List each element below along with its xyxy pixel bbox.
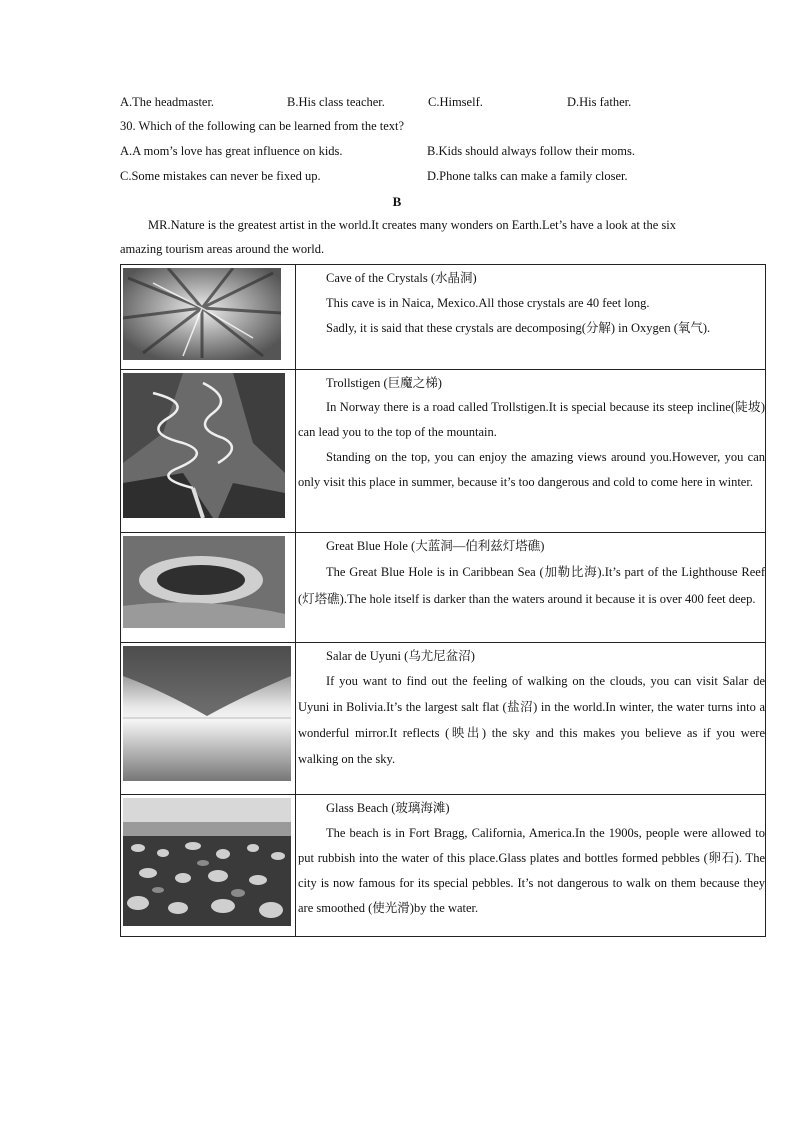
place-title: Glass Beach (玻璃海滩) xyxy=(326,801,450,815)
place-paragraph: Standing on the top, you can enjoy the amazing views around you.However, you can only visit this place in summer, because it’s too dangerous and cold to come here in winter. xyxy=(298,450,765,489)
place-paragraph: This cave is in Naica, Mexico.All those crystals are 40 feet long. xyxy=(326,296,650,310)
place-paragraph: If you want to find out the feeling of walking on the clouds, you can visit Salar de Uyuni in Bolivia.It’s the largest salt flat (盐沼) in the world.In winter, the water turns into a wonderful mirror.It reflects (映出) the sky and this makes you believe as if you were walking on the sky. xyxy=(298,674,765,766)
place-title: Salar de Uyuni (乌尤尼盆沼) xyxy=(326,649,475,663)
section-label: B xyxy=(392,194,402,209)
table-row xyxy=(121,533,766,643)
place-paragraph: The beach is in Fort Bragg, California, America.In the 1900s, people were allowed to put rubbish into the water of this place.Glass plates and bottles formed pebbles (卵石). The city is now famous for its special pebbles. It’s not dangerous to walk on them because they are smoothed (使光滑)by the water. xyxy=(298,826,765,915)
q30-option-a: A.A mom’s love has great influence on kids. xyxy=(120,144,343,158)
table-row xyxy=(121,795,766,937)
q29-option-d: D.His father. xyxy=(567,95,632,109)
place-paragraph: The Great Blue Hole is in Caribbean Sea (加勒比海).It’s part of the Lighthouse Reef (灯塔礁).The hole itself is darker than the waters around it because it is over 400 feet deep. xyxy=(298,565,765,606)
q30-option-c: C.Some mistakes can never be fixed up. xyxy=(120,169,321,183)
places-table xyxy=(120,264,766,937)
place-paragraph: Sadly, it is said that these crystals are decomposing(分解) in Oxygen (氧气). xyxy=(326,321,711,335)
place-paragraph: In Norway there is a road called Trollstigen.It is special because its steep incline(陡坡) can lead you to the top of the mountain. xyxy=(298,400,765,439)
crystal-cave-photo xyxy=(123,268,281,360)
q30-question: 30. Which of the following can be learned from the text? xyxy=(120,119,405,133)
q29-option-c: C.Himself. xyxy=(428,95,483,109)
place-title: Trollstigen (巨魔之梯) xyxy=(326,376,442,390)
q29-option-a: A.The headmaster. xyxy=(120,95,215,109)
place-title: Cave of the Crystals (水晶洞) xyxy=(326,271,477,285)
place-title: Great Blue Hole (大蓝洞—伯利兹灯塔礁) xyxy=(326,539,545,553)
q29-option-b: B.His class teacher. xyxy=(287,95,385,109)
great-blue-hole-photo xyxy=(123,536,285,628)
trollstigen-photo xyxy=(123,373,285,518)
table-row xyxy=(121,643,766,795)
table-row xyxy=(121,265,766,370)
q30-option-d: D.Phone talks can make a family closer. xyxy=(427,169,628,183)
salar-de-uyuni-photo xyxy=(123,646,291,781)
glass-beach-photo xyxy=(123,798,291,926)
intro-paragraph: MR.Nature is the greatest artist in the world.It creates many wonders on Earth.Let’s have a look at the six amazing tourism areas around the world. xyxy=(120,218,676,256)
table-row xyxy=(121,370,766,533)
q30-option-b: B.Kids should always follow their moms. xyxy=(427,144,635,158)
